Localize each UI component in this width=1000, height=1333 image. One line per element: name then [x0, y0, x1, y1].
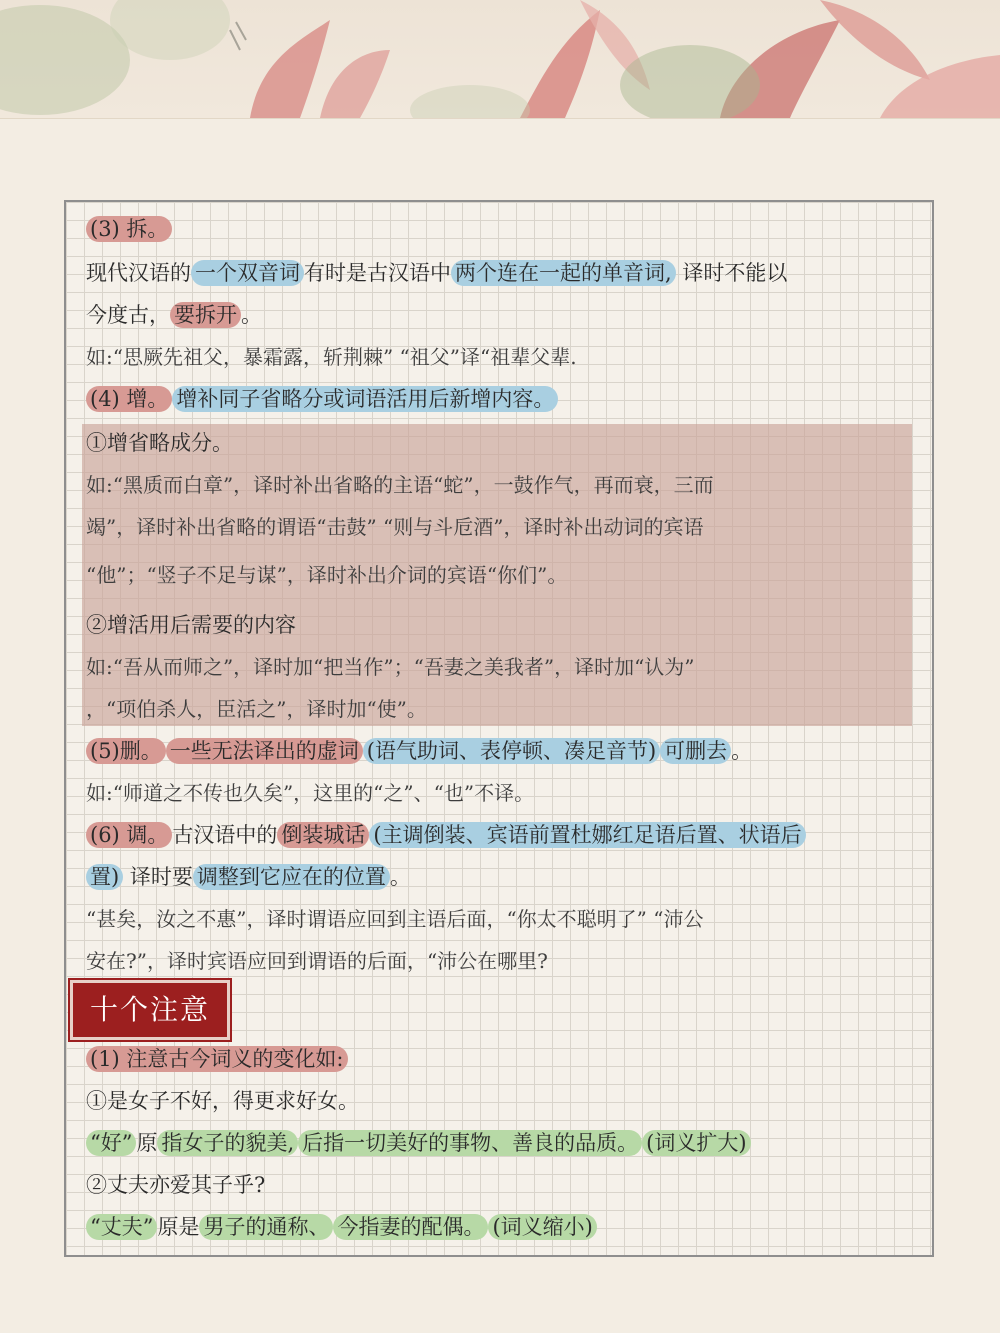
section-4-example-1b: 竭”，译时补出省略的谓语“击鼓” “则与斗卮酒”，译时补出动词的宾语 [86, 515, 704, 539]
note-1-explain-1: “好” 原 指女子的貌美, 后指一切美好的事物、善良的品质。 (词义扩大) [86, 1128, 916, 1158]
section-6-example-2: 安在?”，译时宾语应回到谓语的后面，“沛公在哪里? [86, 949, 548, 973]
grid-paper-sheet [64, 200, 934, 1257]
section-3-heading [86, 214, 916, 244]
floral-illustration [0, 0, 1000, 118]
section-5-example: 如:“师道之不传也久矣”，这里的“之”、“也”不译。 [86, 781, 535, 805]
section-4-example-2b: ，“项伯杀人，臣活之”，译时加“使”。 [86, 697, 427, 721]
note-1-explain-2: “丈夫” 原是 男子的通称、 今指妻的配偶。 (词义缩小) [86, 1212, 916, 1242]
section-4-sub-1: ①增省略成分。 [86, 431, 233, 455]
section-3-example: 如:“思厥先祖父，暴霜露，斩荆棘” “祖父”译“祖辈父辈. [86, 345, 577, 369]
floral-banner [0, 0, 1000, 119]
note-1-heading: (1) 注意古今词义的变化如: [86, 1044, 916, 1074]
section-6-example-1: “甚矣，汝之不惠”，译时谓语应回到主语后面，“你太不聪明了” “沛公 [86, 907, 704, 931]
section-3-text-1: 现代汉语的 一个双音词 有时是古汉语中 两个连在一起的单音词, 译时不能以 [86, 261, 788, 285]
section-5-heading: (5)删。 一些无法译出的虚词 (语气助词、表停顿、凑足音节) 可删去 。 [86, 736, 916, 766]
section-3-text-2: 今度古， 要拆开 。 [86, 303, 262, 327]
note-1-sentence-2: ②丈夫亦爱其子乎? [86, 1173, 266, 1197]
section-4-example-2a: 如:“吾从而师之”，译时加“把当作”；“吾妻之美我者”，译时加“认为” [86, 655, 695, 679]
note-1-sentence-1: ①是女子不好，得更求好女。 [86, 1089, 359, 1113]
section-4-heading: (4) 增。 增补同子省略分或词语活用后新增内容。 [86, 384, 916, 414]
section-4-sub-2: ②增活用后需要的内容 [86, 613, 296, 637]
section-4-example-1a: 如:“黑质而白章”，译时补出省略的主语“蛇”，一鼓作气，再而衰，三而 [86, 473, 714, 497]
label-chai: (3) 拆。 [86, 216, 172, 242]
section-4-example-1c: “他”；“竖子不足与谋”，译时补出介词的宾语“你们”。 [86, 563, 568, 587]
ten-notes-title: 十个注意 [70, 980, 230, 1040]
section-6-text-2: 置) 译时要 调整到它应在的位置 。 [86, 862, 916, 892]
section-6-heading: (6) 调。 古汉语中的 倒装城话 (主调倒装、宾语前置杜娜红足语后置、状语后 [86, 820, 916, 850]
